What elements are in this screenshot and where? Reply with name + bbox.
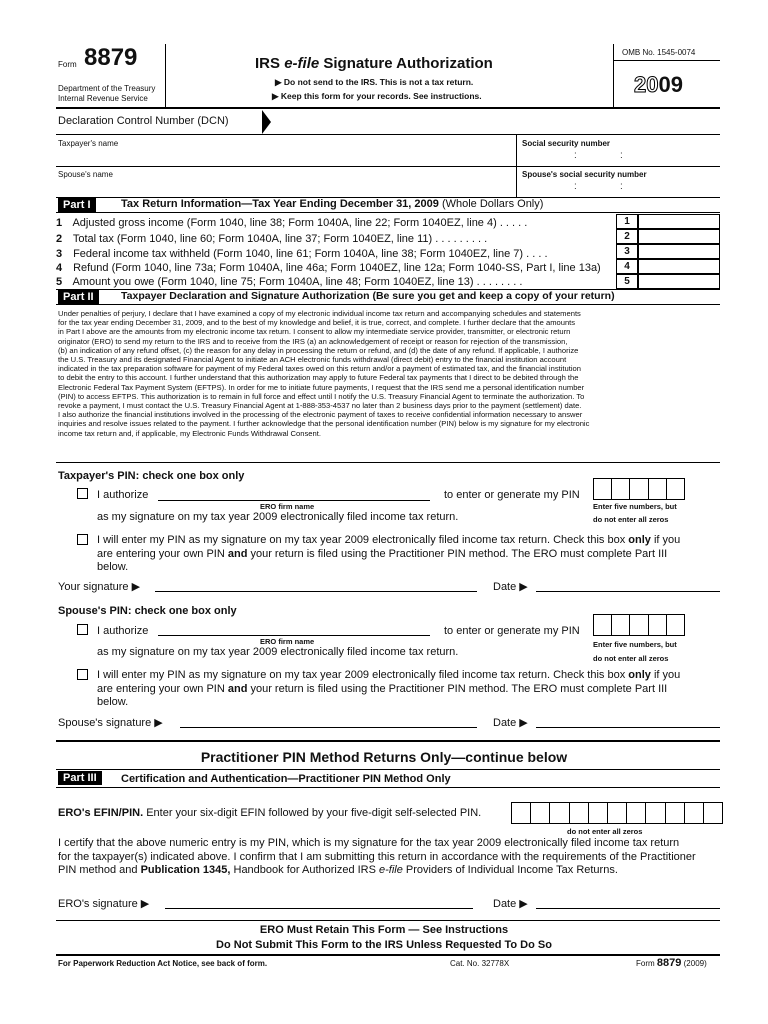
form-number: 8879 <box>84 44 138 71</box>
line-item-1: 1 Adjusted gross income (Form 1040, line 38; Form 1040A, line 22; Form 1040EZ, line 4) . . . . . <box>56 217 528 229</box>
ssn-label: Social security number <box>522 139 611 148</box>
taxpayer-to-enter-text: to enter or generate my PIN <box>444 489 580 501</box>
taxpayer-date-label: Date ▶ <box>493 581 528 593</box>
line-item-5: 5 Amount you owe (Form 1040, line 75; Form 1040A, line 48; Form 1040EZ, line 13) . . . . . . . . <box>56 276 523 288</box>
declaration-text <box>58 309 722 438</box>
line-box-4: 4 <box>616 259 638 274</box>
declaration-line: originator (ERO) to send my return to the IRS and to receive from the IRS (a) an acknowledgement of receipt or reason for rejection of the transmission, <box>58 336 568 346</box>
part2-title: Taxpayer Declaration and Signature Authorization (Be sure you get and keep a copy of your return) <box>121 290 615 302</box>
dcn-input[interactable] <box>275 110 615 132</box>
dcn-arrow-icon <box>262 110 271 134</box>
part3-tag: Part III <box>58 771 102 785</box>
amount-input-4[interactable] <box>638 259 720 274</box>
omb-number: OMB No. 1545-0074 <box>622 48 696 57</box>
declaration-line: Electronic Federal Tax Payment System (EFTPS). In order for me to initiate future payments, I request that the IRS send me a personal identification number <box>58 382 585 392</box>
taxpayer-authorize-label: I authorize <box>97 489 149 501</box>
ero-date-input[interactable] <box>536 908 720 909</box>
taxpayer-will-enter-checkbox[interactable] <box>77 534 88 545</box>
amount-input-5[interactable] <box>638 274 720 289</box>
line-box-2: 2 <box>616 229 638 244</box>
taxpayer-pin-note-2: do not enter all zeros <box>593 515 669 524</box>
catalog-number: Cat. No. 32778X <box>450 959 510 968</box>
spouse-pin-note-1: Enter five numbers, but <box>593 640 677 649</box>
ero-certification-text: I certify that the above numeric entry is my PIN, which is my signature for the tax year 2009 electronically filed income tax return for the taxpayer(s) indicated above. I confirm that I am submitting this return in accordance with the requirements of the Practitioner PIN method and Publication 1345, Handbook for Authorized IRS e-file Providers of Individual Income Tax Returns. <box>58 837 696 876</box>
line-item-2: 2 Total tax (Form 1040, line 60; Form 1040A, line 37; Form 1040EZ, line 11) . . . . . . . . . <box>56 233 488 245</box>
spouse-ero-firm-input[interactable] <box>158 635 430 636</box>
declaration-line: indicated in the tax preparation software for payment of my Federal taxes owed on this return and/or a payment of estimated tax, and the financial institution <box>58 364 581 374</box>
declaration-line: inquiries and resolve issues related to the payment. I further acknowledge that the personal identification number (PIN) below is my signature for my electronic <box>58 419 590 429</box>
part1-title: Tax Return Information—Tax Year Ending December 31, 2009 (Whole Dollars Only) <box>121 198 544 210</box>
instruction-keep: ▶ Keep this form for your records. See instructions. <box>272 91 482 101</box>
declaration-line: in Part I above are the amounts from my electronic income tax return. I consent to allow my intermediate service provider, transmitter, or electronic return <box>58 327 571 337</box>
spouse-will-enter-text: I will enter my PIN as my signature on my tax year 2009 electronically filed income tax return. Check this box only if you are entering your own PIN and your return is filed using the Practitioner PIN method. The ERO must complete Part III below. <box>97 669 681 708</box>
spouse-date-input[interactable] <box>536 727 720 728</box>
efin-pin-label: ERO's EFIN/PIN. Enter your six-digit EFIN followed by your five-digit self-selected PIN. <box>58 807 482 819</box>
declaration-line: Under penalties of perjury, I declare that I have examined a copy of my electronic individual income tax return and accompanying schedules and statements <box>58 309 581 318</box>
spouse-authorize-label: I authorize <box>97 625 149 637</box>
amount-input-1[interactable] <box>638 214 720 229</box>
declaration-line: revoke a payment, I must contact the U.S. Treasury Financial Agent at 1-888-353-4537 no later than 2 business days prior to the payment (settlement) date. <box>58 401 582 411</box>
spouse-ssn-label: Spouse's social security number <box>522 170 647 179</box>
taxpayer-will-enter-text: I will enter my PIN as my signature on my tax year 2009 electronically filed income tax return. Check this box only if you are entering your own PIN and your return is filed using the Practitioner PIN method. The ERO must complete Part III below. <box>97 534 681 573</box>
spouse-name-label: Spouse's name <box>58 170 113 179</box>
taxpayer-signature-label: Your signature ▶ <box>58 581 141 593</box>
spouse-pin-input[interactable] <box>593 614 685 636</box>
taxpayer-ero-firm-label: ERO firm name <box>260 502 315 511</box>
taxpayer-pin-input[interactable] <box>593 478 685 500</box>
footer-form-id: Form 8879 (2009) <box>636 957 707 969</box>
declaration-line: for the tax year ending December 31, 2009, and to the best of my knowledge and belief, it is true, correct, and complete. I further declare that the amounts <box>58 318 576 328</box>
declaration-line: the U.S. Treasury and its designated Financial Agent to initiate an ACH electronic funds withdrawal (direct debit) entry to the financial institution account <box>58 355 567 365</box>
dcn-label: Declaration Control Number (DCN) <box>58 115 229 127</box>
tax-year: 2009 <box>634 72 683 97</box>
ero-signature-input[interactable] <box>165 908 473 909</box>
taxpayer-pin-heading: Taxpayer's PIN: check one box only <box>58 470 245 482</box>
form-word: Form <box>58 60 77 69</box>
paperwork-notice: For Paperwork Reduction Act Notice, see back of form. <box>58 959 268 968</box>
declaration-line: income tax return and, if applicable, my Electronic Funds Withdrawal Consent. <box>58 428 321 438</box>
ssn-input[interactable]: : : <box>574 150 623 161</box>
taxpayer-authorize-checkbox[interactable] <box>77 488 88 499</box>
spouse-ero-firm-label: ERO firm name <box>260 637 315 646</box>
part2-tag: Part II <box>58 290 99 304</box>
irs-text: Internal Revenue Service <box>58 94 148 103</box>
practitioner-heading: Practitioner PIN Method Returns Only—continue below <box>200 749 568 765</box>
spouse-name-input[interactable] <box>58 181 508 195</box>
taxpayer-date-input[interactable] <box>536 591 720 592</box>
spouse-as-signature-text: as my signature on my tax year 2009 electronically filed income tax return. <box>97 646 459 658</box>
spouse-signature-input[interactable] <box>180 727 477 728</box>
taxpayer-name-input[interactable] <box>58 150 508 164</box>
taxpayer-name-label: Taxpayer's name <box>58 139 119 148</box>
line-box-1: 1 <box>616 214 638 229</box>
declaration-line: (b) an indication of any refund offset, (c) the reason for any delay in processing the return or refund, and (d) the date of any refund. If applicable, I authorize <box>58 345 579 355</box>
declaration-line: I also authorize the financial institutions involved in the processing of the electronic payment of taxes to receive confidential information necessary to answer <box>58 410 583 420</box>
do-not-submit-notice: Do Not Submit This Form to the IRS Unless Requested To Do So <box>216 939 552 951</box>
amount-input-3[interactable] <box>638 244 720 259</box>
spouse-will-enter-checkbox[interactable] <box>77 669 88 680</box>
ero-date-label: Date ▶ <box>493 898 528 910</box>
spouse-authorize-checkbox[interactable] <box>77 624 88 635</box>
retain-notice: ERO Must Retain This Form — See Instructions <box>259 924 509 936</box>
line-box-3: 3 <box>616 244 638 259</box>
line-box-5: 5 <box>616 274 638 289</box>
spouse-pin-heading: Spouse's PIN: check one box only <box>58 605 237 617</box>
amount-input-2[interactable] <box>638 229 720 244</box>
ero-zeros-note: do not enter all zeros <box>567 827 643 836</box>
form-title: IRS e-file Signature Authorization <box>255 55 493 72</box>
line-item-3: 3 Federal income tax withheld (Form 1040, line 61; Form 1040A, line 38; Form 1040EZ, line 7) . . . . <box>56 248 548 260</box>
taxpayer-ero-firm-input[interactable] <box>158 500 430 501</box>
taxpayer-pin-note-1: Enter five numbers, but <box>593 502 677 511</box>
taxpayer-as-signature-text: as my signature on my tax year 2009 electronically filed income tax return. <box>97 511 459 523</box>
declaration-line: (PIN) to access EFTPS. This authorization is to remain in full force and effect until I notify the U.S. Treasury Financial Agent to terminate the authorization. To <box>58 391 585 401</box>
spouse-signature-label: Spouse's signature ▶ <box>58 717 163 729</box>
ero-signature-label: ERO's signature ▶ <box>58 898 150 910</box>
spouse-to-enter-text: to enter or generate my PIN <box>444 625 580 637</box>
spouse-date-label: Date ▶ <box>493 717 528 729</box>
line-item-4: 4 Refund (Form 1040, line 73a; Form 1040A, line 46a; Form 1040EZ, line 12a; Form 1040-SS, Part I, line 13a) <box>56 262 601 274</box>
spouse-ssn-input[interactable]: : : <box>574 181 623 192</box>
part3-title: Certification and Authentication—Practitioner PIN Method Only <box>121 773 451 785</box>
part1-tag: Part I <box>58 198 96 212</box>
department-text: Department of the Treasury <box>58 84 156 93</box>
spouse-pin-note-2: do not enter all zeros <box>593 654 669 663</box>
declaration-line: to debit the entry to this account. I further understand that this authorization may apply to future Federal tax payments that I direct to be debited through the <box>58 373 579 383</box>
ero-efin-pin-input[interactable] <box>511 802 723 824</box>
taxpayer-signature-input[interactable] <box>155 591 477 592</box>
instruction-not-send: ▶ Do not send to the IRS. This is not a tax return. <box>275 77 474 87</box>
